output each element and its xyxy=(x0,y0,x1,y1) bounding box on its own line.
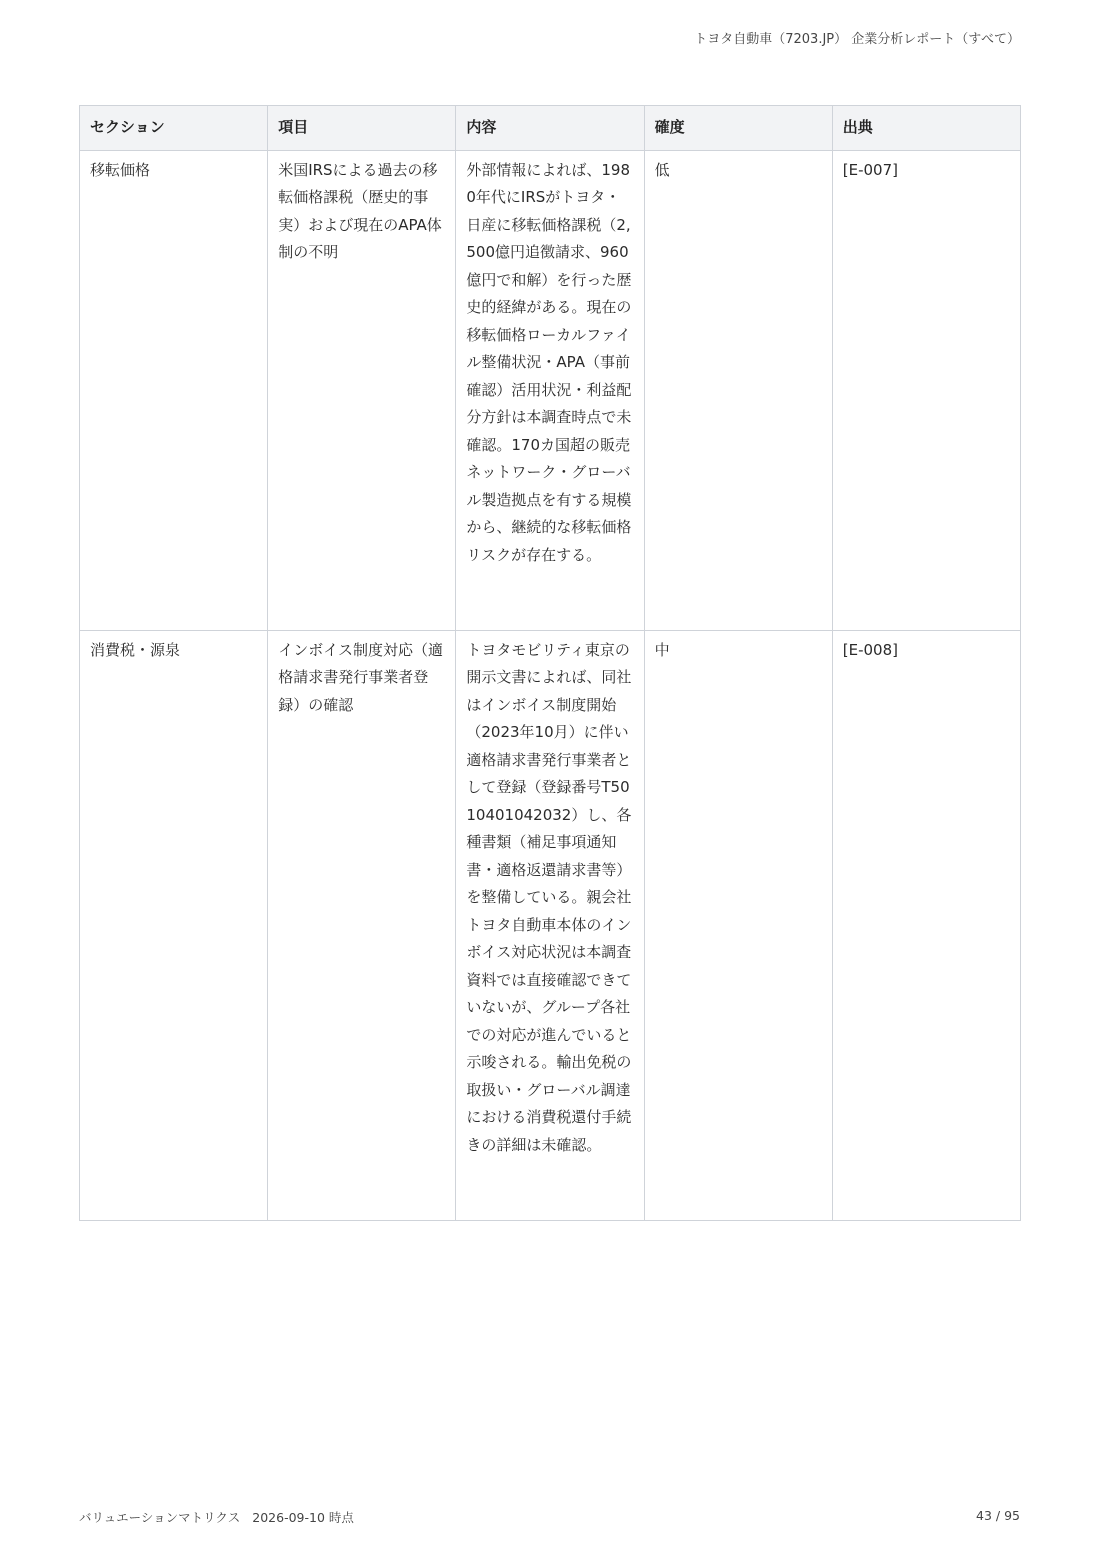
column-header-confidence: 確度 xyxy=(644,106,832,151)
table-row xyxy=(80,150,1021,630)
cell-confidence: 中 xyxy=(644,630,832,1220)
cell-content: 外部情報によれば、1980年代にIRSがトヨタ・日産に移転価格課税（2,500億円追徴請求、960億円で和解）を行った歴史的経緯がある。現在の移転価格ローカルファイル整備状況・APA（事前確認）活用状況・利益配分方針は本調査時点で未確認。170カ国超の販売ネットワーク・グローバル製造拠点を有する規模から、継続的な移転価格リスクが存在する。 xyxy=(456,150,644,630)
cell-source: [E-007] xyxy=(832,150,1020,630)
column-header-source: 出典 xyxy=(832,106,1020,151)
table-header-row xyxy=(80,106,1021,151)
cell-item: 米国IRSによる過去の移転価格課税（歴史的事実）および現在のAPA体制の不明 xyxy=(268,150,456,630)
cell-section: 消費税・源泉 xyxy=(80,630,268,1220)
cell-section: 移転価格 xyxy=(80,150,268,630)
column-header-section: セクション xyxy=(80,106,268,151)
report-header-title: トヨタ自動車（7203.JP） 企業分析レポート（すべて） xyxy=(694,32,1020,47)
column-header-content: 内容 xyxy=(456,106,644,151)
cell-content: トヨタモビリティ東京の開示文書によれば、同社はインボイス制度開始（2023年10月）に伴い適格請求書発行事業者として登録（登録番号T5010401042032）し、各種書類（補足事項通知書・適格返還請求書等）を整備している。親会社トヨタ自動車本体のインボイス対応状況は本調査資料では直接確認できていないが、グループ各社での対応が進んでいると示唆される。輸出免税の取扱い・グローバル調達における消費税還付手続きの詳細は未確認。 xyxy=(456,630,644,1220)
tax-risk-table xyxy=(79,105,1021,1221)
cell-confidence: 低 xyxy=(644,150,832,630)
footer-doc-name: バリュエーションマトリクス xyxy=(79,1510,241,1525)
cell-source: [E-008] xyxy=(832,630,1020,1220)
page-number: 43 / 95 xyxy=(976,1508,1020,1523)
footer-document-info xyxy=(79,1508,354,1526)
footer-as-of: 2026-09-10 時点 xyxy=(252,1510,354,1525)
cell-item: インボイス制度対応（適格請求書発行事業者登録）の確認 xyxy=(268,630,456,1220)
column-header-item: 項目 xyxy=(268,106,456,151)
table-row xyxy=(80,630,1021,1220)
